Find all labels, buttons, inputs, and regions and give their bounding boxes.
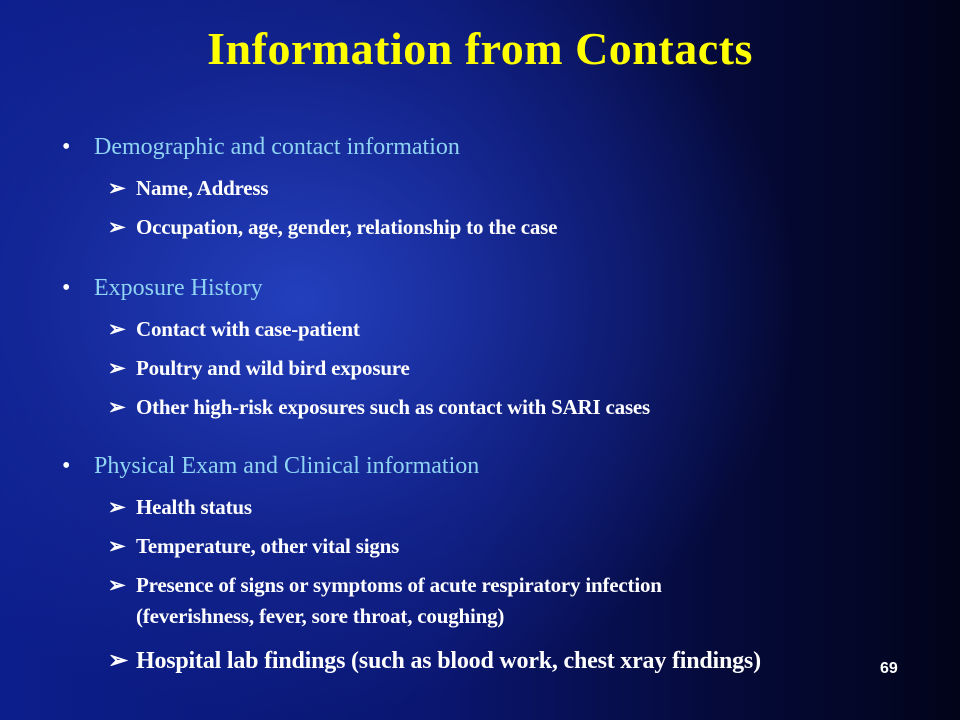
list-item-text: Occupation, age, gender, relationship to the case: [136, 215, 558, 239]
list-item-text: Health status: [136, 495, 252, 519]
arrow-bullet-icon: ➢: [108, 215, 126, 239]
arrow-bullet-icon: ➢: [108, 648, 128, 674]
list-item-text: Name, Address: [136, 176, 269, 200]
list-item: [108, 317, 360, 342]
arrow-bullet-icon: ➢: [108, 317, 126, 341]
section-heading: Physical Exam and Clinical information: [94, 453, 480, 479]
arrow-bullet-icon: ➢: [108, 356, 126, 380]
arrow-bullet-icon: ➢: [108, 495, 126, 519]
list-item-text: Poultry and wild bird exposure: [136, 356, 410, 380]
bullet-icon: •: [62, 275, 71, 301]
bullet-icon: •: [62, 134, 71, 160]
list-item-text: Other high-risk exposures such as contact with SARI cases: [136, 395, 651, 419]
list-item: [108, 534, 399, 559]
list-item-continuation: (feverishness, fever, sore throat, coughing): [136, 604, 505, 628]
section-heading: Exposure History: [94, 275, 263, 301]
list-item-text: Contact with case-patient: [136, 317, 360, 341]
list-item: [108, 646, 761, 675]
list-item-text: Temperature, other vital signs: [136, 534, 400, 558]
arrow-bullet-icon: ➢: [108, 176, 126, 200]
arrow-bullet-icon: ➢: [108, 573, 126, 597]
list-item-text: Hospital lab findings (such as blood work, chest xray findings): [136, 648, 761, 674]
arrow-bullet-icon: ➢: [108, 395, 126, 419]
list-item: [108, 356, 410, 381]
list-item: [108, 215, 557, 240]
arrow-bullet-icon: ➢: [108, 534, 126, 558]
list-item: [108, 573, 662, 598]
bullet-icon: •: [62, 453, 71, 479]
page-number: 69: [880, 660, 898, 677]
slide-title: Information from Contacts: [207, 23, 753, 74]
list-item: [108, 176, 268, 201]
list-item: [108, 395, 650, 420]
list-item: [108, 495, 252, 520]
list-item-text: Presence of signs or symptoms of acute respiratory infection: [136, 573, 662, 597]
section-heading: Demographic and contact information: [94, 134, 460, 160]
